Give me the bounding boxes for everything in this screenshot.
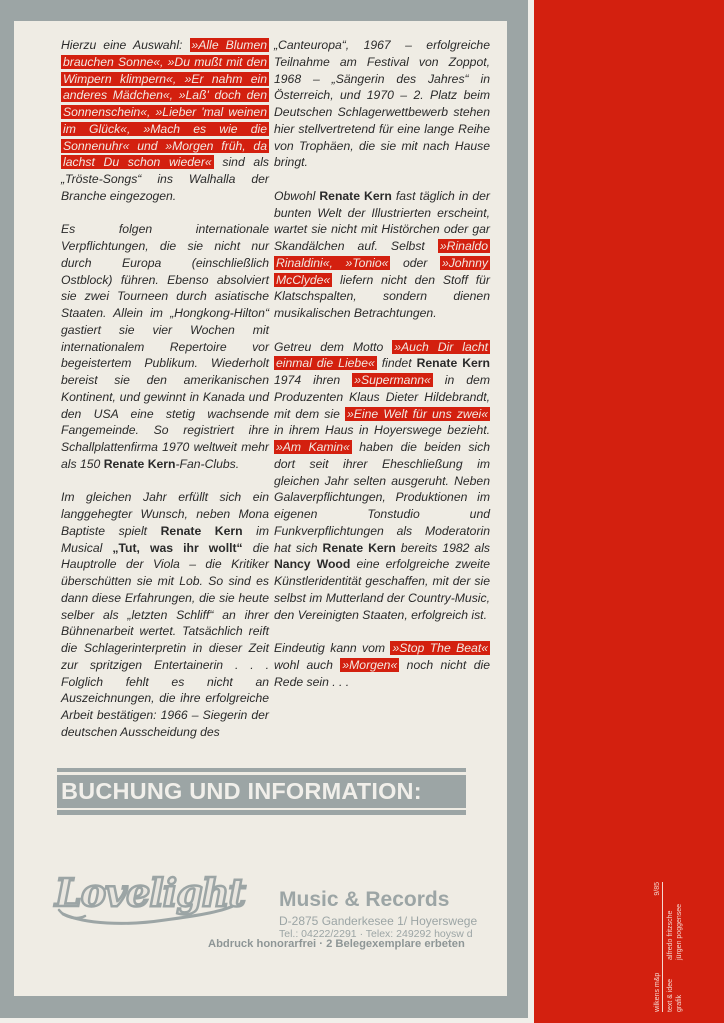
bold-name: Renate Kern bbox=[103, 456, 176, 471]
text-run: liefern nicht den Stoff für Klatschspalten, sondern dienen musikalischen Betrachtungen. bbox=[274, 272, 490, 320]
credit-text-label: text & idee bbox=[667, 978, 674, 1012]
credit-divider bbox=[662, 882, 663, 1012]
text-run: wohl auch bbox=[274, 657, 341, 672]
paragraph bbox=[274, 339, 490, 624]
credit-date: 9/85 bbox=[654, 882, 661, 896]
red-side-panel bbox=[534, 0, 724, 1023]
reprint-note: Abdruck honorarfrei · 2 Belegexemplare erbeten bbox=[208, 938, 465, 950]
paragraph bbox=[61, 221, 269, 472]
song-title-highlight: »Eine Welt für uns zwei« bbox=[347, 406, 488, 421]
paragraph bbox=[274, 640, 490, 690]
song-title-highlight: »Am Kamin« bbox=[276, 440, 350, 454]
text-run: Es folgen internationale Verpflichtungen, die sie nicht nur durch Europa (einschließlich Ostblock) führen. Ebenso absolviert sie zwei Tourneen durch asiatische Staaten. Allein im „Hongkong-Hilton“ gastiert sie vier Wochen mit internationalem Repertoire vor begeistertem Publikum. Wiederholt bereist sie den amerikanischen Kontinent, und gewinnt in Kanada und den USA eine stetig wachsende Fangemeinde. So registriert ihre Schallplattenfirma 1970 weltweit mehr als 150 bbox=[61, 222, 269, 471]
text-run: in ihrem Haus in Hoyerswege bezieht. bbox=[274, 423, 490, 438]
song-title-highlight: »Alle Blumen brauchen Sonne«, »Du mußt mit den Wimpern klimpern«, »Er nahm ein anderes Mädchen«, »Laß' doch den Sonnenschein«, »Lieber 'mal weinen im Glück«, »Mach es wie die Sonnenuhr« und »Morgen früh, da lachst Du schon wieder« bbox=[63, 38, 268, 170]
bold-name: Nancy Wood bbox=[274, 557, 351, 572]
credit-grafik-label: grafik bbox=[676, 994, 683, 1012]
text-run: eine erfolgreiche zweite Künstleridentität geschaffen, mit der sie selbst im Mutterland der Country-Music, den Vereinigten Staaten, erfolgreich ist. bbox=[274, 557, 490, 622]
bold-name: „Tut, was ihr wollt“ bbox=[112, 540, 243, 555]
text-run: haben die beiden sich dort seit ihrer Eheschließung im gleichen Jahr selten ausgeruht. Neben Galaverpflichtungen, Produktionen im eigenen Tonstudio und Funkverpflichtungen als Moderatorin hat sich bbox=[274, 440, 490, 555]
song-title-highlight: »Morgen« bbox=[342, 657, 398, 672]
banner-rule-bottom bbox=[57, 810, 466, 815]
text-run: Obwohl bbox=[274, 188, 320, 203]
paragraph bbox=[61, 489, 269, 740]
bold-name: Renate Kern bbox=[416, 356, 490, 371]
credit-agency: wilkens m&p bbox=[654, 972, 661, 1012]
text-column-1 bbox=[61, 37, 269, 757]
text-run: Getreu dem Motto bbox=[274, 339, 393, 354]
text-run: oder bbox=[390, 255, 440, 270]
bold-name: Renate Kern bbox=[322, 540, 396, 555]
booking-banner bbox=[57, 768, 466, 815]
song-title-highlight: »Stop The Beat« bbox=[392, 641, 488, 655]
text-column-2 bbox=[274, 37, 490, 707]
text-run: -Fan-Clubs. bbox=[175, 456, 240, 471]
text-run: in dem Produzenten Klaus Dieter Hildebrandt, mit dem sie bbox=[274, 373, 490, 421]
logo-wordmark: Lovelight bbox=[55, 870, 245, 915]
credit-grafik-name: jürgen poggensee bbox=[676, 903, 683, 960]
song-title-highlight: »Supermann« bbox=[354, 373, 431, 387]
lovelight-logo bbox=[55, 862, 245, 932]
text-run: findet bbox=[376, 356, 417, 371]
credit-text-name: alfredo fritzsche bbox=[667, 910, 674, 960]
paragraph bbox=[274, 37, 490, 171]
song-title-highlight: »Rinaldo Rinaldini«, »Tonio« bbox=[276, 239, 488, 270]
text-run: sind als „Tröste-Songs“ ins Walhalla der Branche eingezogen. bbox=[61, 155, 269, 203]
text-run: noch nicht die Rede sein . . . bbox=[274, 657, 490, 689]
production-credits bbox=[653, 882, 684, 1012]
text-run: „Canteuropa“, 1967 – erfolgreiche Teilnahme am Festival von Zoppot, 1968 – „Sängerin des Jahres“ in Österreich, und 1970 – 2. Platz beim Deutschen Schlagerwettbewerb stehen hier stellvertretend für eine lange Reihe von Trophäen, die sie mit nach Hause bringt. bbox=[274, 38, 490, 170]
company-contact: Tel.: 04222/2291 · Telex: 249292 hoysw d bbox=[279, 928, 473, 940]
text-run: Eindeutig kann vom bbox=[274, 641, 391, 655]
bottom-strip bbox=[0, 1018, 534, 1023]
company-name: Music & Records bbox=[279, 888, 450, 911]
song-title-highlight: »Auch Dir lacht einmal die Liebe« bbox=[276, 339, 489, 371]
text-run: im Musical bbox=[61, 523, 269, 555]
banner-title: BUCHUNG UND INFORMATION: bbox=[61, 778, 422, 804]
text-run: fast täglich in der bunten Welt der Illustrierten erscheint, wartet sie nicht mit Histörchen oder gar Skandälchen auf. Selbst bbox=[274, 188, 490, 253]
paragraph bbox=[274, 188, 490, 322]
text-run: bereits 1982 als bbox=[395, 540, 490, 555]
text-run: die Hauptrolle der Viola – die Kritiker überschütten sie mit Lob. So sind es dann diese Erfahrungen, die sie heute selber als „letzten Schliff“ an ihrer Bühnenarbeit wertet. Tatsächlich reift die Schlagerinterpretin in dieser Zeit zur spritzigen Entertainerin . . . Folglich fehlt es nicht an Auszeichnungen, die ihre erfolgreiche Arbeit bestätigen: 1966 – Siegerin der deutschen Ausscheidung des bbox=[61, 540, 270, 739]
banner-rule-top bbox=[57, 768, 466, 772]
song-title-highlight: »Johnny McClyde« bbox=[276, 255, 489, 287]
paragraph bbox=[61, 37, 269, 205]
bold-name: Renate Kern bbox=[319, 188, 392, 203]
text-run: 1974 ihren bbox=[274, 373, 353, 387]
text-run: Hierzu eine Auswahl: bbox=[61, 38, 190, 52]
company-block bbox=[279, 888, 477, 941]
bold-name: Renate Kern bbox=[160, 523, 243, 538]
company-address: D-2875 Ganderkesee 1/ Hoyerswege bbox=[279, 914, 478, 928]
text-run: Im gleichen Jahr erfüllt sich ein langgehegter Wunsch, neben Mona Baptiste spielt bbox=[61, 490, 269, 538]
